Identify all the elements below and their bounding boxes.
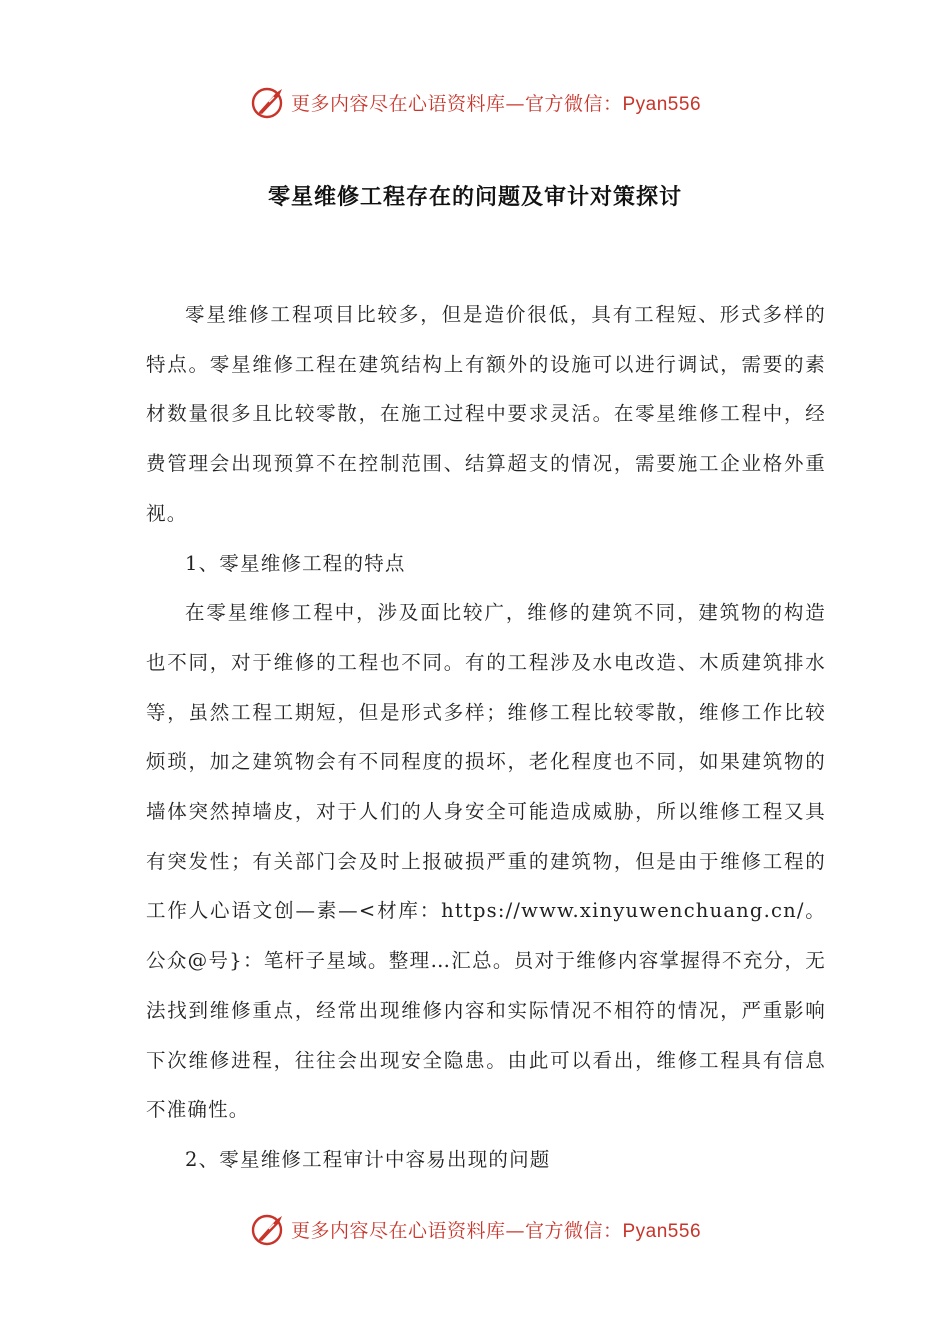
document-title: 零星维修工程存在的问题及审计对策探讨 <box>267 185 682 210</box>
paragraph-features: 在零星维修工程中，涉及面比较广，维修的建筑不同，建筑物的构造也不同，对于维修的工程也不同。有的工程涉及水电改造、木质建筑排水等，虽然工程工期短，但是形式多样；维修工程比较零散，维修工作比较烦琐，加之建筑物会有不同程度的损坏，老化程度也不同，如果建筑物的墙体突然掉墙皮，对于人们的人身安全可能造成威胁，所以维修工程又具有突发性；有关部门会及时上报破损严重的建筑物，但是由于维修工程的工作人心语文创—素—<材库：https://www.xinyuwenchuang.cn/。公众@号}：笔杆子星域。整理…汇总。员对于维修内容掌握得不充分，无法找到维修重点，经常出现维修内容和实际情况不相符的情况，严重影响下次维修进程，往往会出现安全隐患。由此可以看出，维修工程具有信息不准确性。 <box>146 601 826 1122</box>
watermark-banner-bottom <box>0 1207 950 1251</box>
section-heading-1: 1、零星维修工程的特点 <box>185 551 406 575</box>
section-heading-2: 2、零星维修工程审计中容易出现的问题 <box>185 1147 551 1171</box>
watermark-wechat-id: Pyan556 <box>622 93 702 115</box>
paragraph-intro: 零星维修工程项目比较多，但是造价很低，具有工程短、形式多样的特点。零星维修工程在建筑结构上有额外的设施可以进行调试，需要的素材数量很多且比较零散，在施工过程中要求灵活。在零星维修工程中，经费管理会出现预算不在控制范围、结算超支的情况，需要施工企业格外重视。 <box>146 303 826 525</box>
watermark-text-cn: 更多内容尽在心语资料库—官方微信： <box>290 92 623 115</box>
document-body <box>146 290 826 1185</box>
watermark-text-bottom <box>291 1216 701 1243</box>
watermark-banner-top <box>0 80 950 124</box>
watermark-text-top <box>291 89 701 116</box>
pen-nib-logo-icon <box>249 82 289 122</box>
watermark-text-cn: 更多内容尽在心语资料库—官方微信： <box>290 1219 623 1242</box>
watermark-wechat-id: Pyan556 <box>622 1220 702 1242</box>
pen-nib-logo-icon <box>249 1209 289 1249</box>
